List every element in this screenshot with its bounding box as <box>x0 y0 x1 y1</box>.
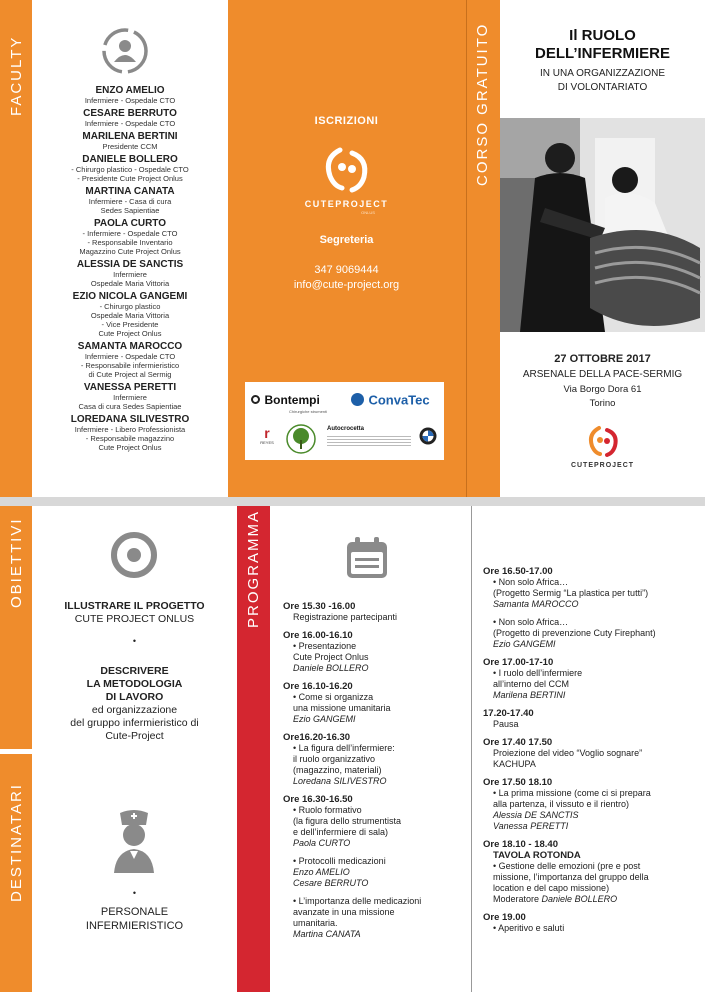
programma-speaker: Cesare BERRUTO <box>293 878 369 888</box>
nurse-icon <box>110 809 158 873</box>
programma-line: alla partenza, il vissuto e il rientro) <box>493 799 630 809</box>
faculty-name: ENZO AMELIO <box>95 85 165 96</box>
programma-speaker: Daniele BOLLERO <box>293 663 369 673</box>
programma-line: • Ruolo formativo <box>293 805 362 815</box>
programma-time: Ore 19.00 <box>483 912 526 923</box>
programma-line: • Come si organizza <box>293 692 374 702</box>
faculty-role: Cute Project Onlus <box>98 329 162 338</box>
faculty-list <box>32 85 228 455</box>
event-address: Via Borgo Dora 61 <box>563 384 642 395</box>
faculty-role: Presidente CCM <box>102 142 158 151</box>
faculty-name: LOREDANA SILIVESTRO <box>70 414 190 425</box>
phone-number[interactable]: 347 9069444 <box>314 264 379 276</box>
moderator-label: Moderatore <box>493 894 540 904</box>
programma-line: umanitaria. <box>293 918 338 928</box>
programma-line: una missione umanitaria <box>293 703 391 713</box>
faculty-role: - Vice Presidente <box>101 320 159 329</box>
programma-item <box>483 566 701 610</box>
programma-line: • Gestione delle emozioni (pre e post <box>493 861 641 871</box>
target-icon <box>110 531 158 579</box>
faculty-member <box>32 341 228 379</box>
programma-time: Ore 16.50-17.00 <box>483 566 553 577</box>
faculty-member <box>32 218 228 256</box>
corso-divider <box>466 0 467 497</box>
iscrizioni-panel <box>228 0 465 497</box>
programma-item <box>483 737 701 770</box>
faculty-name: PAOLA CURTO <box>93 218 167 229</box>
programma-time: Ore 17.50 18.10 <box>483 777 553 788</box>
programma-item <box>483 708 701 730</box>
faculty-role: di Cute Project al Sermig <box>88 370 172 379</box>
goal-bullet: • <box>132 636 137 646</box>
obiettivi-label: OBIETTIVI <box>8 517 25 608</box>
programma-speaker: Paola CURTO <box>293 838 351 848</box>
programma-item <box>283 896 468 940</box>
programma-line: all’interno del CCM <box>493 679 570 689</box>
programma-speaker: Ezio GANGEMI <box>293 714 356 724</box>
faculty-label: FACULTY <box>8 35 25 116</box>
faculty-role: - Responsabile infermieristico <box>80 361 180 370</box>
faculty-name: MARILENA BERTINI <box>82 131 178 142</box>
faculty-role: Infermiere <box>113 393 147 402</box>
faculty-name: ALESSIA DE SANCTIS <box>76 259 184 270</box>
event-city: Torino <box>589 398 616 409</box>
programma-list-2 <box>483 566 701 941</box>
faculty-member <box>32 108 228 128</box>
programma-line: KACHUPA <box>493 759 536 769</box>
destinatari-line1: PERSONALE <box>100 906 169 918</box>
programma-line: missione, l’importanza del gruppo della <box>493 872 649 882</box>
faculty-role: Infermiere - Casa di cura <box>88 197 172 206</box>
destinatari-line2: INFERMIERISTICO <box>85 920 184 932</box>
faculty-role: Infermiere - Ospedale CTO <box>84 96 176 105</box>
programma-line: Pausa <box>493 719 519 729</box>
programma-time: Ore 16.30-16.50 <box>283 794 353 805</box>
programma-item <box>283 601 468 623</box>
programma-line: Proiezione del video “Voglio sognare” <box>493 748 643 758</box>
faculty-role: Infermiere - Ospedale CTO <box>84 119 176 128</box>
reyes-name: REYES <box>260 440 274 445</box>
fold-gap <box>0 497 705 506</box>
faculty-member <box>32 85 228 105</box>
faculty-name: SAMANTA MAROCCO <box>77 341 183 352</box>
cover-title-1: Il RUOLO <box>569 27 636 44</box>
iscrizioni-brand-sub: ONLUS <box>361 210 375 215</box>
goal2-line3: DI LAVORO <box>105 691 164 703</box>
cover-panel <box>500 0 705 497</box>
programma-line: • La figura dell’infermiere: <box>293 743 395 753</box>
programma-item <box>283 794 468 849</box>
programma-time: Ore 16.10-16.20 <box>283 681 353 692</box>
programma-item <box>283 630 468 674</box>
bontempi-logo <box>251 391 347 414</box>
faculty-role: Infermiere <box>113 270 147 279</box>
obiettivi-column <box>32 506 237 992</box>
cover-subtitle-1: IN UNA ORGANIZZAZIONE <box>539 68 665 79</box>
moderator-name: Daniele BOLLERO <box>541 894 618 904</box>
faculty-role: - Responsabile magazzino <box>85 434 175 443</box>
faculty-role: Sedes Sapientiae <box>100 206 160 215</box>
faculty-name: CESARE BERRUTO <box>83 108 177 119</box>
programma-line: • I ruolo dell’infermiere <box>493 668 583 678</box>
faculty-role: Cute Project Onlus <box>98 443 162 452</box>
cover-logo <box>587 425 619 459</box>
faculty-member <box>32 382 228 411</box>
programma-speaker: Alessia DE SANCTIS <box>493 810 579 820</box>
goal2-line4: ed organizzazione <box>91 704 178 716</box>
faculty-column <box>32 0 228 497</box>
sponsors-box <box>245 382 444 460</box>
faculty-role: - Chirurgo plastico <box>99 302 161 311</box>
bontempi-name: Bontempi <box>264 392 320 407</box>
destinatari-bullet: • <box>132 888 137 898</box>
programma-line: • Non solo Africa… <box>493 577 569 587</box>
team-icon <box>101 27 149 75</box>
programma-divider <box>471 506 472 992</box>
corso-label: CORSO GRATUITO <box>474 22 491 186</box>
programma-item <box>483 657 701 701</box>
programma-item <box>283 856 468 889</box>
goal1-line2: CUTE PROJECT ONLUS <box>74 613 195 625</box>
cuteproject-logo <box>322 145 372 195</box>
programma-highlight: TAVOLA ROTONDA <box>493 850 581 861</box>
programma-speaker: Ezio GANGEMI <box>493 639 556 649</box>
programma-line: Registrazione partecipanti <box>293 612 398 622</box>
autocrocetta-lines <box>327 434 411 448</box>
convatec-icon <box>351 393 364 406</box>
reyes-mark: r <box>264 425 270 441</box>
tree-logo <box>285 424 317 454</box>
programma-line: avanzate in una missione <box>293 907 395 917</box>
reyes-logo <box>257 426 277 445</box>
programma-speaker: Enzo AMELIO <box>293 867 350 877</box>
programma-line: il ruolo organizzativo <box>293 754 376 764</box>
cover-brand: CUTEPROJECT <box>570 462 635 469</box>
programma-item <box>283 681 468 725</box>
programma-item <box>483 617 701 650</box>
programma-label: PROGRAMMA <box>245 509 262 628</box>
programma-line: location e del capo missione) <box>493 883 610 893</box>
faculty-role: - Responsabile Inventario <box>87 238 173 247</box>
faculty-name: MARTINA CANATA <box>85 186 175 197</box>
programma-line: e dell’infermiere di sala) <box>293 827 389 837</box>
programma-item <box>483 839 701 905</box>
programma-line: • Aperitivo e saluti <box>493 923 565 933</box>
goal2-line1: DESCRIVERE <box>100 665 169 677</box>
programma-line: (la figura dello strumentista <box>293 816 402 826</box>
faculty-name: DANIELE BOLLERO <box>82 154 178 165</box>
event-date: 27 OTTOBRE 2017 <box>554 353 651 365</box>
iscrizioni-title: ISCRIZIONI <box>314 115 379 127</box>
faculty-role: Ospedale Maria Vittoria <box>90 279 170 288</box>
faculty-role: - Chirurgo plastico - Ospedale CTO <box>71 165 189 174</box>
programma-speaker: Samanta MAROCCO <box>493 599 579 609</box>
programma-time: Ore 17.40 17.50 <box>483 737 553 748</box>
calendar-icon <box>343 534 391 582</box>
programma-time: 17.20-17.40 <box>483 708 534 719</box>
programma-line: • Non solo Africa… <box>493 617 569 627</box>
convatec-name: ConvaTec <box>368 392 430 408</box>
programma-item <box>483 912 701 934</box>
programma-line: • Presentazione <box>293 641 357 651</box>
programma-time: Ore16.20-16.30 <box>283 732 351 743</box>
faculty-role: Magazzino Cute Project Onlus <box>79 247 181 256</box>
destinatari-label: DESTINATARI <box>8 783 25 902</box>
programma-time: Ore 18.10 - 18.40 <box>483 839 558 850</box>
programma-item <box>483 777 701 832</box>
autocrocetta-name: Autocrocetta <box>327 426 365 432</box>
event-venue: ARSENALE DELLA PACE-SERMIG <box>522 369 683 380</box>
cover-subtitle-2: DI VOLONTARIATO <box>557 82 648 93</box>
convatec-logo <box>351 391 441 409</box>
goal2-line2: LA METODOLOGIA <box>86 678 183 690</box>
programma-time: Ore 15.30 -16.00 <box>283 601 356 612</box>
bontempi-sub: Chirurgiche strumenti <box>289 409 328 414</box>
goal2-line5: del gruppo infermieristico di <box>70 717 199 729</box>
faculty-member <box>32 291 228 338</box>
programma-speaker: Marilena BERTINI <box>493 690 566 700</box>
programma-speaker: Loredana SILIVESTRO <box>293 776 387 786</box>
faculty-name: EZIO NICOLA GANGEMI <box>72 291 188 302</box>
faculty-role: Infermiere - Libero Professionista <box>74 425 186 434</box>
faculty-member <box>32 414 228 452</box>
faculty-member <box>32 154 228 183</box>
cover-photo <box>500 118 705 332</box>
programma-line: (Progetto Sermig “La plastica per tutti”) <box>493 588 649 598</box>
programma-time: Ore 16.00-16.10 <box>283 630 353 641</box>
faculty-role: Ospedale Maria Vittoria <box>90 311 170 320</box>
programma-item <box>283 732 468 787</box>
iscrizioni-brand: CUTEPROJECT <box>304 199 389 209</box>
programma-line: Cute Project Onlus <box>293 652 369 662</box>
email-link[interactable]: info@cute-project.org <box>293 279 400 291</box>
bontempi-icon <box>251 395 260 404</box>
programma-line: • La prima missione (come ci si prepara <box>493 788 651 798</box>
programma-list-1 <box>283 601 468 947</box>
faculty-role: Infermiere - Ospedale CTO <box>84 352 176 361</box>
programma-speaker: Vanessa PERETTI <box>493 821 569 831</box>
programma-column-1 <box>270 506 470 992</box>
programma-speaker: Martina CANATA <box>293 929 361 939</box>
faculty-member <box>32 131 228 151</box>
segreteria-label: Segreteria <box>319 234 374 246</box>
faculty-role: - Infermiere - Ospedale CTO <box>82 229 178 238</box>
programma-time: Ore 17.00-17-10 <box>483 657 554 668</box>
programma-line: (Progetto di prevenzione Cuty Firephant) <box>493 628 656 638</box>
programma-moderator <box>483 894 701 905</box>
faculty-member <box>32 186 228 215</box>
faculty-role: Casa di cura Sedes Sapientiae <box>78 402 182 411</box>
goal1-line1: ILLUSTRARE IL PROGETTO <box>64 600 205 612</box>
goal2-line6: Cute-Project <box>105 730 164 742</box>
autocrocetta-logo <box>327 426 411 448</box>
programma-line: • Protocolli medicazioni <box>293 856 386 866</box>
programma-line: • L’importanza delle medicazioni <box>293 896 422 906</box>
programma-line: (magazzino, materiali) <box>293 765 382 775</box>
faculty-role: - Presidente Cute Project Onlus <box>77 174 183 183</box>
faculty-member <box>32 259 228 288</box>
bmw-logo <box>419 427 437 445</box>
faculty-name: VANESSA PERETTI <box>83 382 177 393</box>
cover-title-2: DELL’INFERMIERE <box>534 45 670 62</box>
